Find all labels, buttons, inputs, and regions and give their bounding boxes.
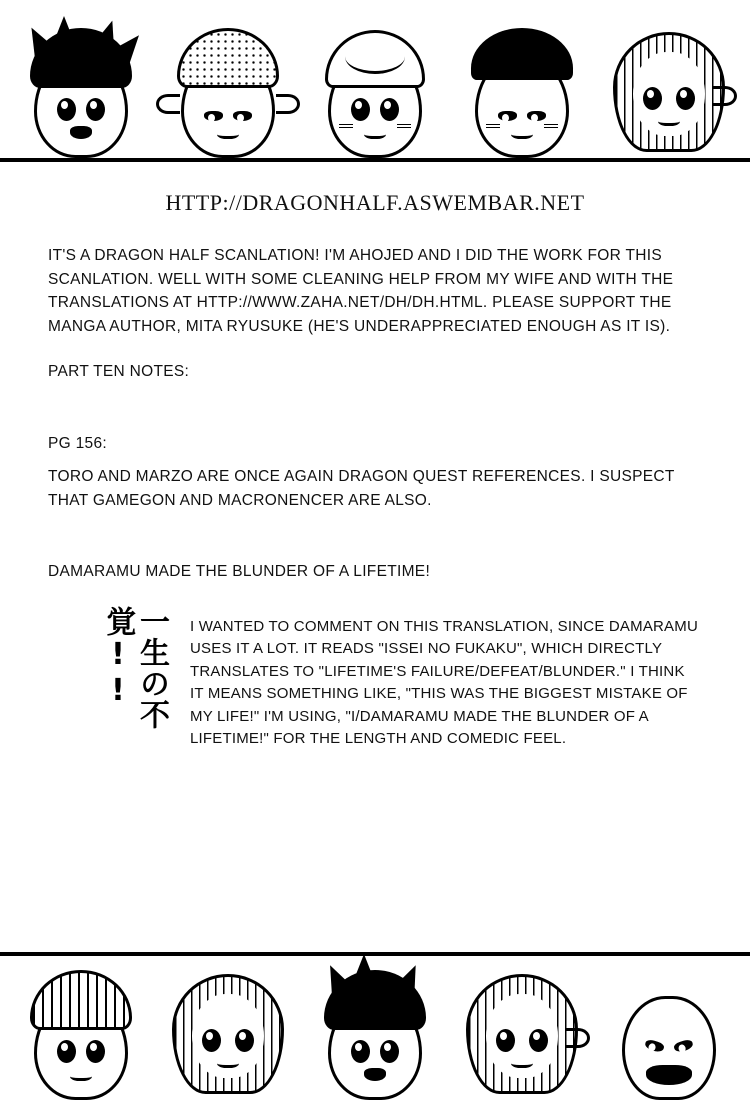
- character-bob-hair-elf-girl: [168, 28, 288, 158]
- left-eye: [498, 111, 517, 121]
- character-angry-bald-creature: [609, 970, 729, 1100]
- left-eye: [351, 1040, 370, 1063]
- mouth: [364, 1068, 386, 1081]
- helmet: [325, 30, 425, 88]
- spacer: [48, 534, 702, 560]
- left-eye: [202, 1029, 221, 1052]
- character-long-hair-elf-girl: [609, 28, 729, 158]
- right-eye: [86, 98, 105, 121]
- blunder-line: DAMARAMU MADE THE BLUNDER OF A LIFETIME!: [48, 563, 431, 581]
- japanese-vertical-caption: 一生の不覚!!: [100, 605, 169, 730]
- left-eye: [204, 111, 223, 121]
- right-eye: [529, 1029, 548, 1052]
- page-label: PG 156:: [48, 434, 107, 452]
- right-elf-ear: [276, 94, 300, 114]
- mouth: [217, 127, 239, 139]
- spacer: [48, 406, 702, 432]
- hair: [30, 970, 132, 1030]
- character-helmet-knight-girl: [315, 28, 435, 158]
- right-eye: [380, 1040, 399, 1063]
- bottom-character-row: [0, 956, 750, 1100]
- hair: [471, 28, 573, 80]
- right-eye: [527, 111, 546, 121]
- right-cheek-line: [544, 124, 558, 129]
- left-eye: [644, 1039, 665, 1054]
- left-cheek-line: [486, 124, 500, 129]
- head-shape: [633, 52, 705, 136]
- left-eye: [351, 98, 370, 121]
- top-character-row: [0, 0, 750, 158]
- character-long-straight-hair-elf-girl: [462, 970, 582, 1100]
- left-cheek-blush: [339, 124, 353, 129]
- left-eye: [57, 1040, 76, 1063]
- right-cheek-blush: [397, 124, 411, 129]
- mouth: [658, 114, 680, 126]
- mouth: [511, 1056, 533, 1068]
- hair: [177, 28, 279, 88]
- left-eye: [643, 87, 662, 110]
- right-elf-ear: [713, 86, 737, 106]
- mouth: [70, 1069, 92, 1081]
- body-text-block: [48, 244, 702, 796]
- left-eye: [57, 98, 76, 121]
- head-shape: [622, 996, 716, 1100]
- translation-note-row: [48, 606, 702, 796]
- left-eye: [496, 1029, 515, 1052]
- right-eye: [380, 98, 399, 121]
- mouth: [364, 127, 386, 139]
- notes-content: [0, 166, 750, 950]
- right-eye: [86, 1040, 105, 1063]
- right-elf-ear: [566, 1028, 590, 1048]
- character-spiky-dark-hair-girl: [21, 28, 141, 158]
- head-shape: [192, 994, 264, 1078]
- mouth: [217, 1056, 239, 1068]
- mouth: [70, 126, 92, 139]
- right-eye: [233, 111, 252, 121]
- character-pale-short-hair-girl: [21, 970, 141, 1100]
- site-url[interactable]: HTTP://DRAGONHALF.ASWEMBAR.NET: [165, 190, 585, 215]
- right-eye: [676, 87, 695, 110]
- character-black-hair-boy: [462, 28, 582, 158]
- hair-spike: [53, 16, 75, 44]
- intro-paragraph: IT'S A DRAGON HALF SCANLATION! I'M AHOJED AND I DID THE WORK FOR THIS SCANLATION. WELL WITH SOME CLEANING HELP FROM MY WIFE AND WITH THE TRANSLATIONS AT HTTP://WWW.ZAHA.NET/DH/DH.HTML. PLEASE SUPPORT THE MANGA AUTHOR, MITA RYUSUKE (HE'S UNDERAPPRECIATED ENOUGH AS IT IS).: [48, 247, 674, 335]
- right-eye: [673, 1039, 694, 1054]
- head-shape: [486, 994, 558, 1078]
- bottom-character-strip: [0, 952, 750, 1100]
- page-note: TORO AND MARZO ARE ONCE AGAIN DRAGON QUEST REFERENCES. I SUSPECT THAT GAMEGON AND MACRONENCER ARE ALSO.: [48, 468, 675, 509]
- mouth: [646, 1065, 692, 1085]
- mouth: [511, 127, 533, 139]
- left-elf-ear: [156, 94, 180, 114]
- top-character-strip: [0, 0, 750, 162]
- translation-note: I WANTED TO COMMENT ON THIS TRANSLATION, SINCE DAMARAMU USES IT A LOT. IT READS "ISSEI NO FUKAKU", WHICH DIRECTLY TRANSLATES TO "LIFETIME'S FAILURE/DEFEAT/BLUNDER." I THINK IT MEANS SOMETHING LIKE, "THIS WAS THE BIGGEST MISTAKE OF MY LIFE!" I'M USING, "I/DAMARAMU MADE THE BLUNDER OF A LIFETIME!" FOR THE LENGTH AND COMEDIC FEEL.: [190, 617, 698, 748]
- character-spiky-black-hair-girl: [315, 970, 435, 1100]
- character-wavy-long-hair-girl: [168, 970, 288, 1100]
- hair-spike: [353, 954, 375, 982]
- part-notes-heading: PART TEN NOTES:: [48, 363, 190, 381]
- right-eye: [235, 1029, 254, 1052]
